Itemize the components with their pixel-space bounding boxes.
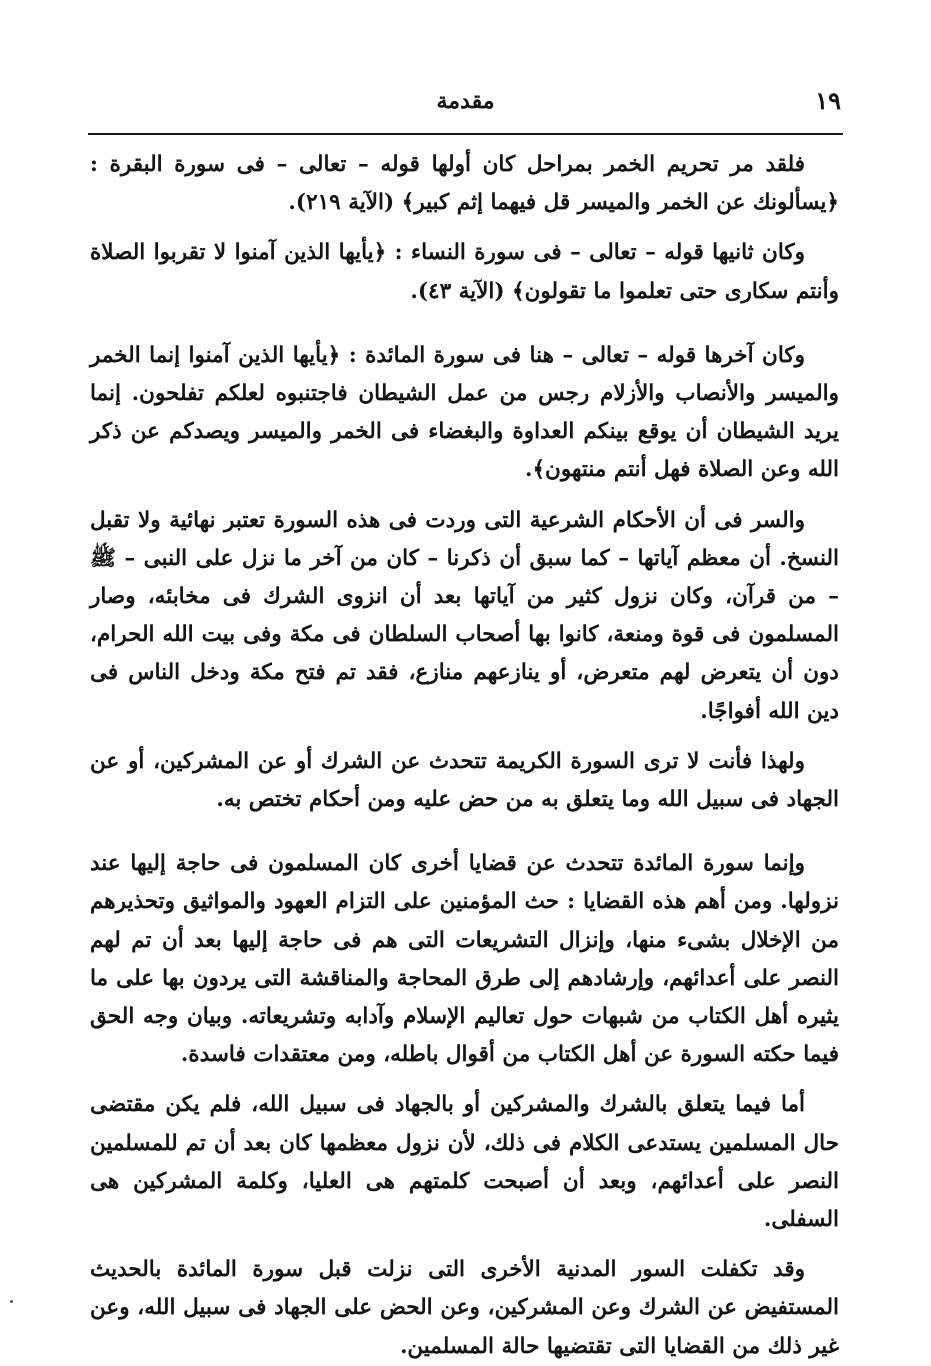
page-header	[90, 86, 841, 122]
page-number: ١٩	[815, 86, 841, 115]
header-rule	[88, 133, 843, 135]
running-title: مقدمة	[436, 88, 495, 114]
paragraph-5: ولهذا فأنت لا ترى السورة الكريمة تتحدث عن الشرك أو عن المشركين، أو عن الجهاد فى سبيل الله وما يتعلق به من حض عليه ومن أحكام تختص به.	[90, 748, 839, 813]
paragraph-3: وكان آخرها قوله – تعالى – هنا فى سورة المائدة : ﴿يأيها الذين آمنوا إنما الخمر والميسر والأنصاب والأزلام رجس من عمل الشيطان فاجتنبوه لعلكم تفلحون. إنما يريد الشيطان أن يوقع بينكم العداوة والبغضاء فى الخمر والميسر ويصدكم عن ذكر الله وعن الصلاة فهل أنتم منتهون﴾.	[90, 342, 839, 483]
paragraph-4: والسر فى أن الأحكام الشرعية التى وردت فى هذه السورة تعتبر نهائية ولا تقبل النسخ. أن معظم آياتها – كما سبق أن ذكرنا – كان من آخر ما نزل على النبى – ﷺ – من قرآن، وكان نزول كثير من آياتها بعد أن انزوى الشرك فى مخابئه، وصار المسلمون فى قوة ومنعة، كانوا بها أصحاب السلطان فى مكة وفى بيت الله الحرام، دون أن يتعرض لهم متعرض، أو ينازعهم منازع، فقد تم فتح مكة ودخل الناس فى دين الله أفواجًا.	[90, 507, 839, 724]
paragraph-7: أما فيما يتعلق بالشرك والمشركين أو بالجهاد فى سبيل الله، فلم يكن مقتضى حال المسلمين يستدعى الكلام فى ذلك، لأن نزول معظمها كان بعد أن تم للمسلمين النصر على أعدائهم، وبعد أن أصبحت كلمتهم هى العليا، وكلمة المشركين هى السفلى.	[90, 1092, 839, 1233]
paragraph-2: وكان ثانيها قوله – تعالى – فى سورة النساء : ﴿يأيها الذين آمنوا لا تقربوا الصلاة وأنتم سكارى حتى تعلموا ما تقولون﴾ (الآية ٤٣).	[90, 240, 839, 304]
body-text	[90, 146, 839, 1366]
paragraph-6: وإنما سورة المائدة تتحدث عن قضايا أخرى كان المسلمون فى حاجة إليها عند نزولها. ومن أهم هذه القضايا : حث المؤمنين على التزام العهود والمواثيق وتحذيرهم من الإخلال بشىء منها، وإنزال التشريعات التى هم فى حاجة إليها بعد أن تم لهم النصر على أعدائهم، وإرشادهم إلى طرق المحاجة والمناقشة التى يردون بها على ما يثيره أهل الكتاب من شبهات حول تعاليم الإسلام وآدابه وتشريعاته. وبيان وجه الحق فيما حكته السورة عن أهل الكتاب من أقوال باطله، ومن معتقدات فاسدة.	[90, 851, 839, 1068]
paragraph-8: وقد تكفلت السور المدنية الأخرى التى نزلت قبل سورة المائدة بالحديث المستفيض عن الشرك وعن المشركين، وعن الحض على الجهاد فى سبيل الله، وعن غير ذلك من القضايا التى تقتضيها حالة المسلمين.	[90, 1257, 839, 1359]
scan-speck	[10, 1300, 13, 1303]
paragraph-1: فلقد مر تحريم الخمر بمراحل كان أولها قوله – تعالى – فى سورة البقرة : ﴿يسألونك عن الخمر والميسر قل فيهما إثم كبير﴾ (الآية ٢١٩).	[90, 152, 839, 216]
